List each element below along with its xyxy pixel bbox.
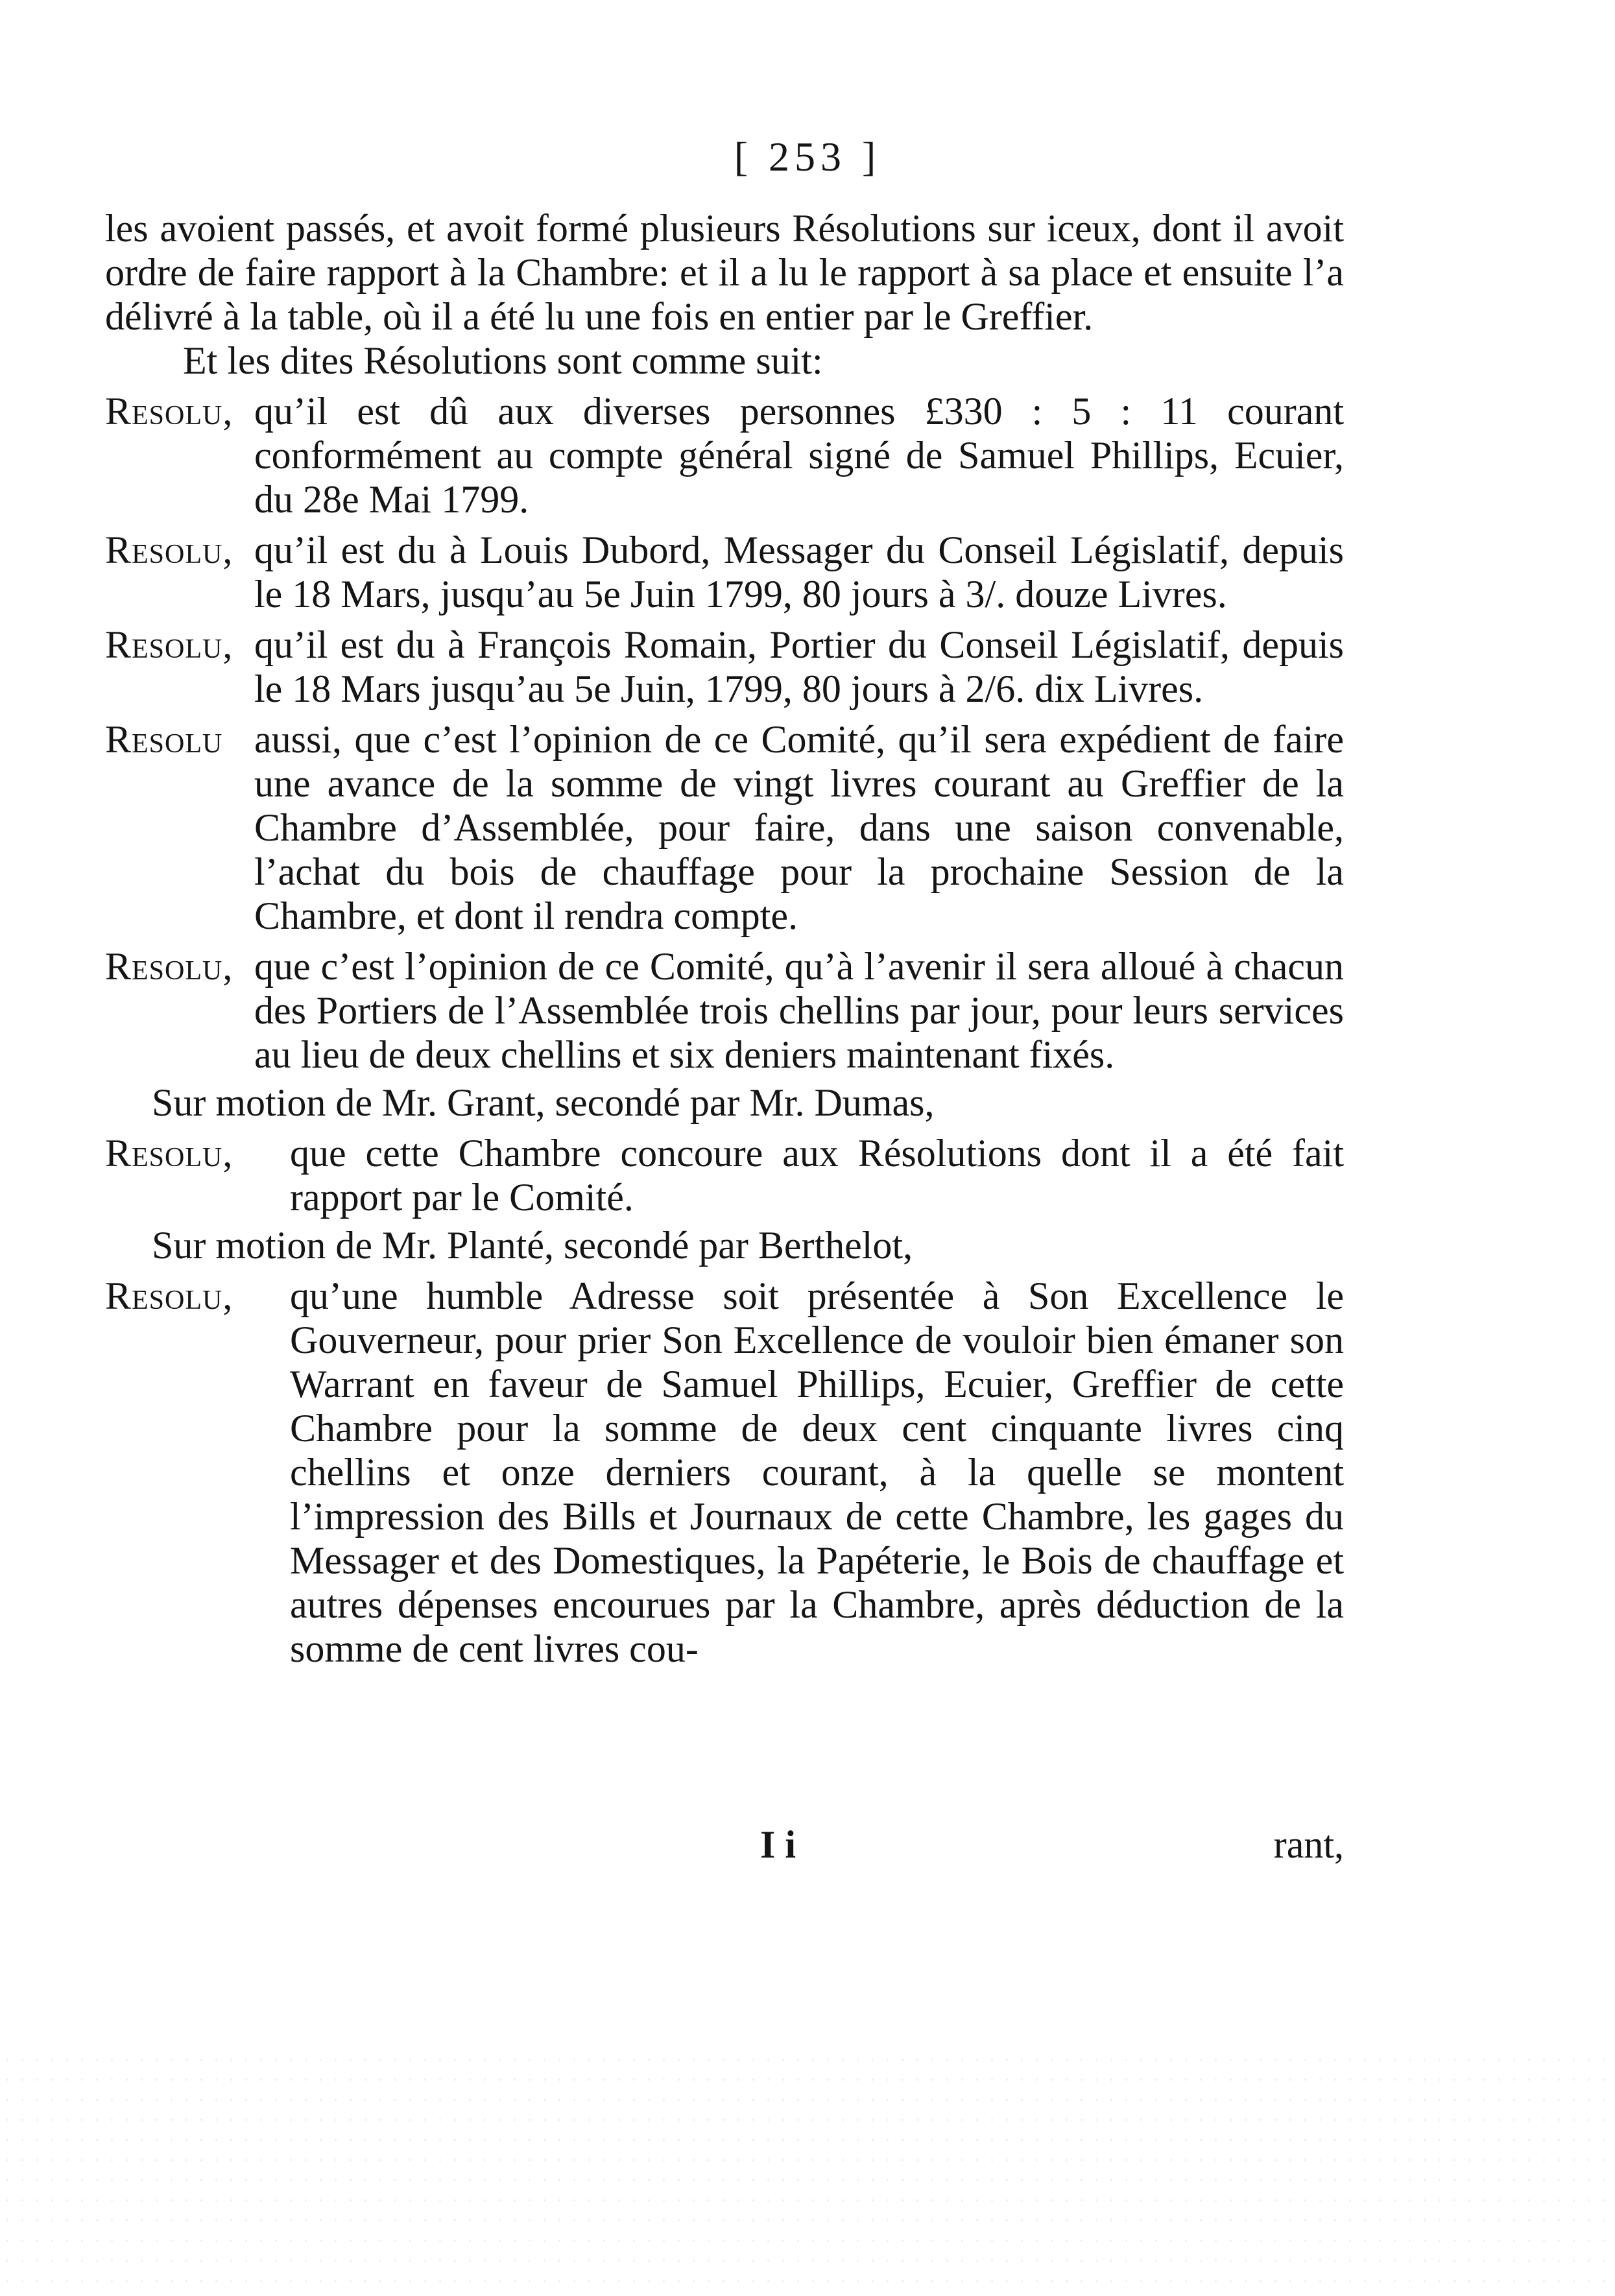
resolution-5 bbox=[105, 944, 1344, 1077]
resolution-7-heading: Resolu, bbox=[105, 1274, 233, 1317]
page-body bbox=[105, 206, 1344, 1671]
resolution-6-heading: Resolu, bbox=[105, 1132, 233, 1175]
resolution-3-heading: Resolu, bbox=[105, 623, 233, 666]
resolution-1-heading: Resolu, bbox=[105, 390, 233, 433]
resolution-5-heading: Resolu, bbox=[105, 945, 233, 988]
resolution-4 bbox=[105, 717, 1344, 938]
motion-grant: Sur motion de Mr. Grant, secondé par Mr. Dumas, bbox=[152, 1081, 935, 1124]
resolution-2-heading: Resolu, bbox=[105, 529, 233, 571]
resolution-3 bbox=[105, 623, 1344, 711]
resolution-1 bbox=[105, 389, 1344, 521]
resolution-4-text: aussi, que c’est l’opinion de ce Comité, qu’il sera expédient de faire une avance de la somme de vingt livres courant au Greffier de la Chambre d’Assemblée, pour faire, dans une saison convenable, l’achat du bois de chauffage pour la prochaine Session de la Chambre, et dont il rendra compte. bbox=[254, 718, 1344, 937]
resolution-7 bbox=[105, 1274, 1344, 1671]
resolution-6 bbox=[105, 1131, 1344, 1219]
resolution-3-text: qu’il est du à François Romain, Portier du Conseil Législatif, depuis le 18 Mars jusqu’au 5e Juin, 1799, 80 jours à 2/6. dix Livres. bbox=[254, 623, 1344, 710]
catchword: rant, bbox=[1273, 1823, 1344, 1866]
resolution-7-text: qu’une humble Adresse soit présentée à Son Excellence le Gouverneur, pour prier Son Excellence de vouloir bien émaner son Warrant en faveur de Samuel Phillips, Ecuier, Greffier de cette Chambre pour la somme de deux cent cinquante livres cinq chellins et onze derniers courant, à la quelle se montent l’impression des Bills et Journaux de cette Chambre, les gages du Messager et des Domestiques, la Papéterie, le Bois de chauffage et autres dépenses encourues par la Chambre, après déduction de la somme de cent livres cou- bbox=[290, 1274, 1344, 1670]
motion-plante: Sur motion de Mr. Planté, secondé par Berthelot, bbox=[152, 1224, 913, 1267]
resolution-4-heading: Resolu bbox=[105, 718, 223, 761]
resolution-2-text: qu’il est du à Louis Dubord, Messager du Conseil Législatif, depuis le 18 Mars, jusqu’au 5e Juin 1799, 80 jours à 3/. douze Livres. bbox=[254, 529, 1344, 616]
resolution-5-text: que c’est l’opinion de ce Comité, qu’à l’avenir il sera alloué à chacun des Portiers de l’Assemblée trois chellins par jour, pour leurs services au lieu de deux chellins et six deniers maintenant fixés. bbox=[254, 945, 1344, 1076]
resolution-6-text: que cette Chambre concoure aux Résolutions dont il a été fait rapport par le Comité. bbox=[290, 1132, 1344, 1219]
paper-speckle-texture bbox=[0, 2050, 1615, 2296]
lead-in-line: Et les dites Résolutions sont comme suit: bbox=[183, 339, 823, 382]
page-number: [ 253 ] bbox=[734, 134, 881, 180]
intro-paragraph: les avoient passés, et avoit formé plusieurs Résolutions sur iceux, dont il avoit ordre de faire rapport à la Chambre: et il a lu le rapport à sa place et ensuite l’a délivré à la table, où il a été lu une fois en entier par le Greffier. bbox=[105, 207, 1344, 338]
resolution-1-text: qu’il est dû aux diverses personnes £330 : 5 : 11 courant conformément au compte général signé de Samuel Phillips, Ecuier, du 28e Mai 1799. bbox=[254, 390, 1344, 521]
signature-mark: I i bbox=[760, 1823, 796, 1866]
resolution-2 bbox=[105, 528, 1344, 616]
page-footer bbox=[105, 1823, 1344, 1868]
